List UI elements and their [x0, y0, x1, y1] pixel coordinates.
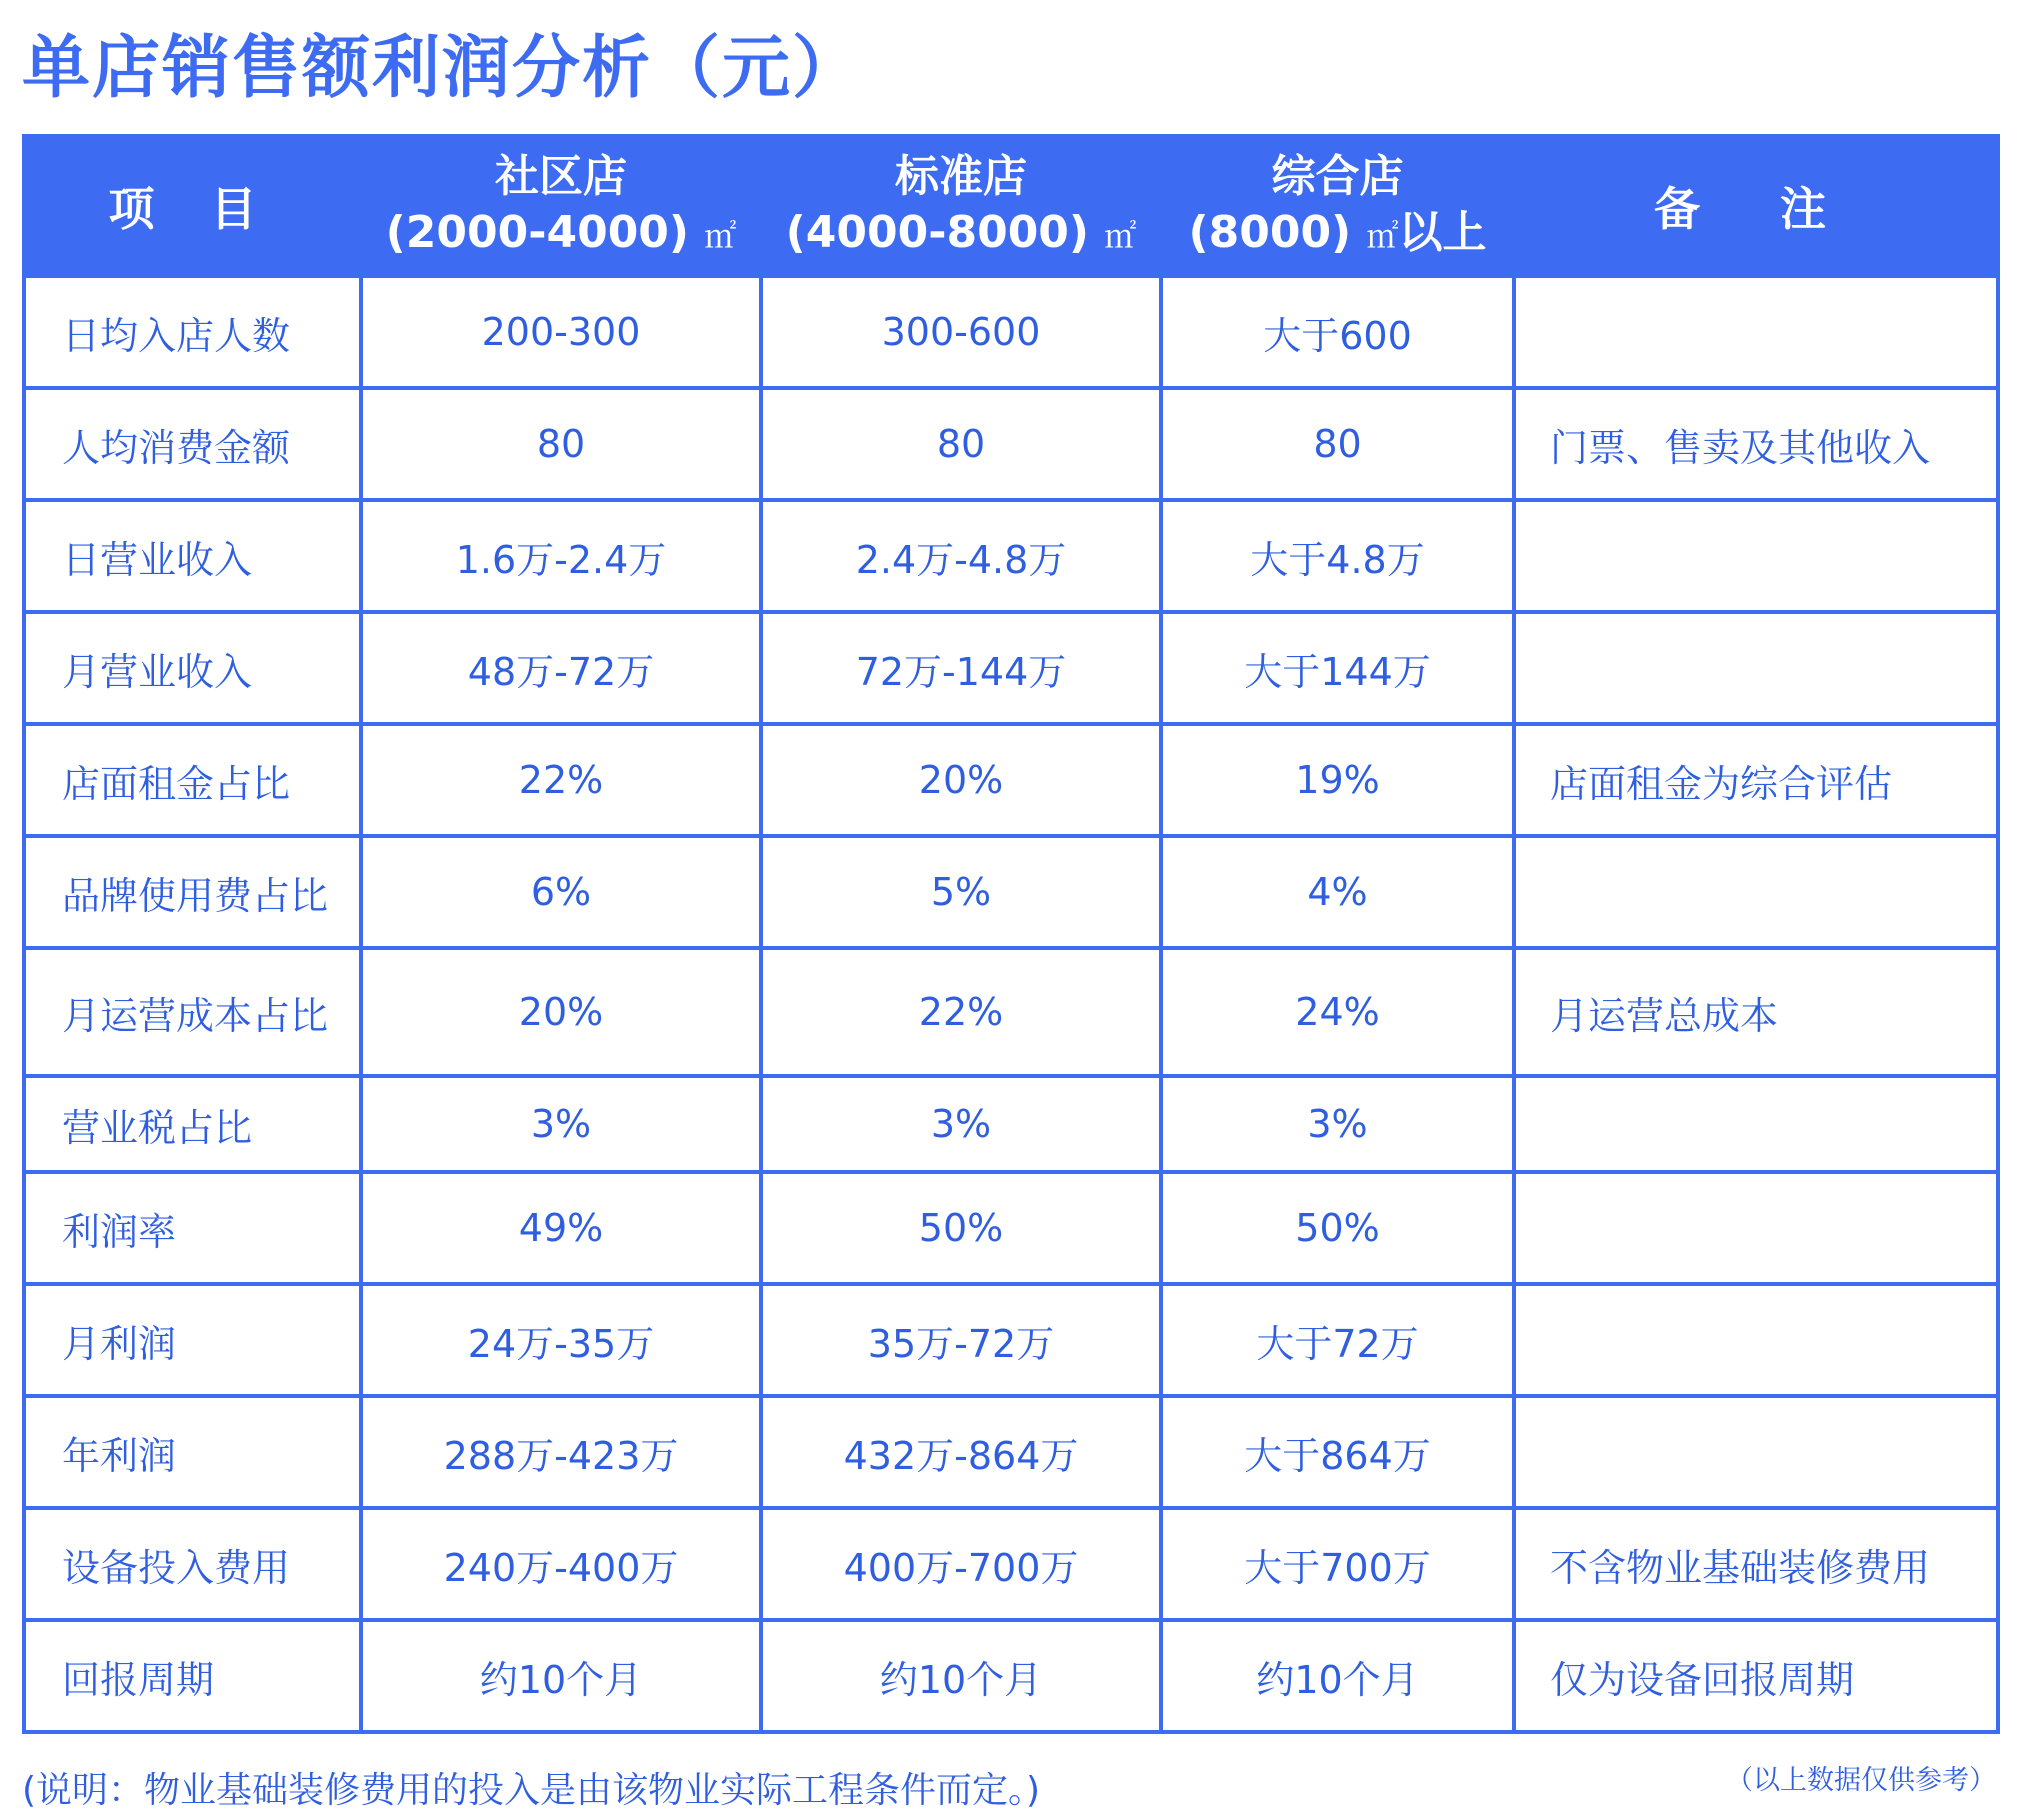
row-value: 288万-423万 — [361, 1396, 761, 1508]
row-value: 80 — [761, 388, 1161, 500]
profit-analysis-table — [22, 134, 2000, 1734]
row-label: 设备投入费用 — [24, 1508, 361, 1620]
row-note: 门票、售卖及其他收入 — [1514, 388, 1998, 500]
row-label: 日营业收入 — [24, 500, 361, 612]
row-note: 月运营总成本 — [1514, 948, 1998, 1076]
store-area — [363, 205, 759, 264]
row-value: 20% — [361, 948, 761, 1076]
store-area-range: (8000) — [1188, 206, 1352, 258]
row-note — [1514, 1284, 1998, 1396]
row-value: 约10个月 — [761, 1620, 1161, 1732]
row-value: 5% — [761, 836, 1161, 948]
row-value: 80 — [1161, 388, 1514, 500]
store-area — [1163, 205, 1512, 264]
header-note — [1514, 136, 1998, 276]
row-label: 品牌使用费占比 — [24, 836, 361, 948]
row-label: 月利润 — [24, 1284, 361, 1396]
row-value: 大于144万 — [1161, 612, 1514, 724]
table-body — [24, 276, 1998, 1732]
row-value: 49% — [361, 1172, 761, 1284]
row-value: 72万-144万 — [761, 612, 1161, 724]
table-row — [24, 612, 1998, 724]
store-area-range: (4000-8000) — [785, 206, 1090, 258]
header-store-standard — [761, 136, 1161, 276]
page-title: 单店销售额利润分析（元） — [22, 29, 863, 108]
row-value: 4% — [1161, 836, 1514, 948]
table-row — [24, 388, 1998, 500]
table-row — [24, 948, 1998, 1076]
table-row — [24, 1172, 1998, 1284]
row-value: 80 — [361, 388, 761, 500]
header-item-label: 项 目 — [108, 182, 277, 236]
store-name: 社区店 — [495, 150, 627, 202]
row-note: 店面租金为综合评估 — [1514, 724, 1998, 836]
row-label: 店面租金占比 — [24, 724, 361, 836]
row-value: 300-600 — [761, 276, 1161, 388]
store-name: 标准店 — [895, 150, 1027, 202]
store-area-range: (2000-4000) — [385, 206, 690, 258]
area-unit: ㎡ — [1104, 216, 1137, 255]
table-header-row — [24, 136, 1998, 276]
row-note: 仅为设备回报周期 — [1514, 1620, 1998, 1732]
row-value: 35万-72万 — [761, 1284, 1161, 1396]
row-label: 营业税占比 — [24, 1076, 361, 1172]
row-note — [1514, 276, 1998, 388]
header-item — [24, 136, 361, 276]
row-label: 月运营成本占比 — [24, 948, 361, 1076]
row-label: 年利润 — [24, 1396, 361, 1508]
row-value: 22% — [361, 724, 761, 836]
row-value: 400万-700万 — [761, 1508, 1161, 1620]
row-value: 240万-400万 — [361, 1508, 761, 1620]
row-note: 不含物业基础装修费用 — [1514, 1508, 1998, 1620]
row-note — [1514, 1076, 1998, 1172]
row-value: 3% — [1161, 1076, 1514, 1172]
table-row — [24, 1284, 1998, 1396]
row-label: 利润率 — [24, 1172, 361, 1284]
row-note — [1514, 1172, 1998, 1284]
row-value: 大于600 — [1161, 276, 1514, 388]
row-value: 48万-72万 — [361, 612, 761, 724]
row-value: 19% — [1161, 724, 1514, 836]
table-row — [24, 500, 1998, 612]
row-value: 1.6万-2.4万 — [361, 500, 761, 612]
row-value: 约10个月 — [1161, 1620, 1514, 1732]
row-value: 2.4万-4.8万 — [761, 500, 1161, 612]
disclaimer: （以上数据仅供参考） — [1726, 1765, 1996, 1796]
row-label: 回报周期 — [24, 1620, 361, 1732]
row-value: 3% — [361, 1076, 761, 1172]
row-label: 月营业收入 — [24, 612, 361, 724]
footnote: (说明：物业基础装修费用的投入是由该物业实际工程条件而定。) — [22, 1770, 1041, 1811]
row-label: 人均消费金额 — [24, 388, 361, 500]
row-note — [1514, 1396, 1998, 1508]
area-unit: ㎡ — [1366, 216, 1399, 255]
row-value: 50% — [1161, 1172, 1514, 1284]
row-value: 大于72万 — [1161, 1284, 1514, 1396]
row-value: 200-300 — [361, 276, 761, 388]
store-area-suffix: 以上 — [1398, 206, 1487, 258]
row-value: 24% — [1161, 948, 1514, 1076]
table-row — [24, 1076, 1998, 1172]
row-note — [1514, 612, 1998, 724]
store-area — [763, 205, 1159, 264]
row-note — [1514, 500, 1998, 612]
area-unit: ㎡ — [704, 216, 737, 255]
row-value: 432万-864万 — [761, 1396, 1161, 1508]
row-value: 24万-35万 — [361, 1284, 761, 1396]
table-row — [24, 724, 1998, 836]
row-value: 3% — [761, 1076, 1161, 1172]
row-label: 日均入店人数 — [24, 276, 361, 388]
row-value: 6% — [361, 836, 761, 948]
header-store-comprehensive — [1161, 136, 1514, 276]
table-row — [24, 1396, 1998, 1508]
row-value: 22% — [761, 948, 1161, 1076]
row-value: 约10个月 — [361, 1620, 761, 1732]
table-row — [24, 836, 1998, 948]
row-value: 大于864万 — [1161, 1396, 1514, 1508]
store-name: 综合店 — [1271, 150, 1404, 202]
table-row — [24, 1620, 1998, 1732]
header-note-label: 备 注 — [1653, 182, 1858, 236]
table-row — [24, 276, 1998, 388]
row-value: 大于700万 — [1161, 1508, 1514, 1620]
row-value: 大于4.8万 — [1161, 500, 1514, 612]
table-row — [24, 1508, 1998, 1620]
header-store-community — [361, 136, 761, 276]
row-note — [1514, 836, 1998, 948]
row-value: 20% — [761, 724, 1161, 836]
row-value: 50% — [761, 1172, 1161, 1284]
